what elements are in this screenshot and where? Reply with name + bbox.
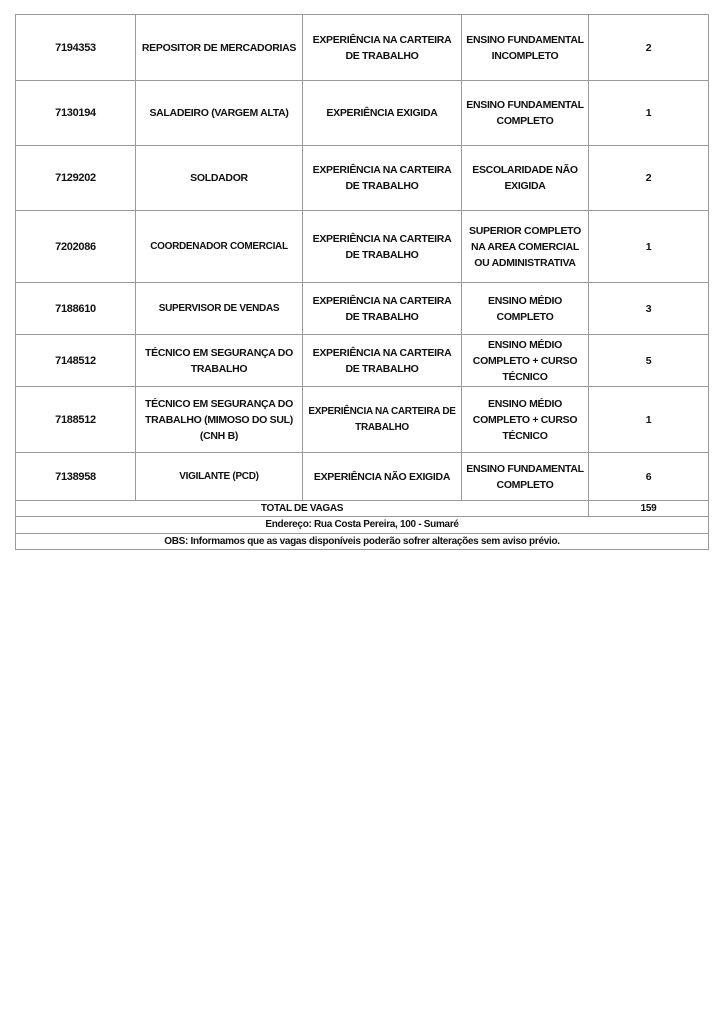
table-row — [16, 387, 709, 453]
cell-education: ENSINO MÉDIO COMPLETO + CURSO TÉCNICO — [462, 387, 589, 453]
cell-vacancies: 3 — [589, 283, 709, 335]
cell-role: SOLDADOR — [136, 146, 303, 211]
cell-experience: EXPERIÊNCIA EXIGIDA — [303, 81, 462, 146]
obs-row — [16, 534, 709, 550]
cell-vacancies: 2 — [589, 15, 709, 81]
cell-experience: EXPERIÊNCIA NA CARTEIRA DE TRABALHO — [303, 335, 462, 387]
cell-education: SUPERIOR COMPLETO NA AREA COMERCIAL OU ADMINISTRATIVA — [462, 211, 589, 283]
cell-vacancies: 2 — [589, 146, 709, 211]
table-row — [16, 283, 709, 335]
cell-education: ENSINO MÉDIO COMPLETO — [462, 283, 589, 335]
cell-code: 7129202 — [16, 146, 136, 211]
cell-code: 7202086 — [16, 211, 136, 283]
cell-experience: EXPERIÊNCIA NÃO EXIGIDA — [303, 453, 462, 501]
cell-education: ESCOLARIDADE NÃO EXIGIDA — [462, 146, 589, 211]
cell-role: TÉCNICO EM SEGURANÇA DO TRABALHO (MIMOSO DO SUL) (CNH B) — [136, 387, 303, 453]
cell-role: SUPERVISOR DE VENDAS — [136, 283, 303, 335]
table-row — [16, 211, 709, 283]
cell-role: VIGILANTE (PCD) — [136, 453, 303, 501]
cell-education: ENSINO FUNDAMENTAL INCOMPLETO — [462, 15, 589, 81]
cell-role: SALADEIRO (VARGEM ALTA) — [136, 81, 303, 146]
table-row — [16, 15, 709, 81]
obs-text: OBS: Informamos que as vagas disponíveis poderão sofrer alterações sem aviso prévio. — [16, 534, 709, 550]
cell-role: COORDENADOR COMERCIAL — [136, 211, 303, 283]
table-row — [16, 81, 709, 146]
cell-code: 7194353 — [16, 15, 136, 81]
cell-role: REPOSITOR DE MERCADORIAS — [136, 15, 303, 81]
cell-vacancies: 5 — [589, 335, 709, 387]
cell-vacancies: 6 — [589, 453, 709, 501]
cell-education: ENSINO FUNDAMENTAL COMPLETO — [462, 81, 589, 146]
cell-experience: EXPERIÊNCIA NA CARTEIRA DE TRABALHO — [303, 283, 462, 335]
table-body — [16, 15, 709, 501]
table-row — [16, 146, 709, 211]
cell-code: 7138958 — [16, 453, 136, 501]
cell-role: TÉCNICO EM SEGURANÇA DO TRABALHO — [136, 335, 303, 387]
cell-code: 7188610 — [16, 283, 136, 335]
total-value: 159 — [589, 501, 709, 517]
cell-vacancies: 1 — [589, 211, 709, 283]
cell-education: ENSINO MÉDIO COMPLETO + CURSO TÉCNICO — [462, 335, 589, 387]
cell-code: 7188512 — [16, 387, 136, 453]
cell-experience: EXPERIÊNCIA NA CARTEIRA DE TRABALHO — [303, 387, 462, 453]
cell-experience: EXPERIÊNCIA NA CARTEIRA DE TRABALHO — [303, 211, 462, 283]
cell-education: ENSINO FUNDAMENTAL COMPLETO — [462, 453, 589, 501]
job-vacancies-table — [15, 14, 709, 550]
cell-vacancies: 1 — [589, 387, 709, 453]
total-label: TOTAL DE VAGAS — [16, 501, 589, 517]
total-row — [16, 501, 709, 517]
cell-experience: EXPERIÊNCIA NA CARTEIRA DE TRABALHO — [303, 146, 462, 211]
cell-code: 7130194 — [16, 81, 136, 146]
table-row — [16, 453, 709, 501]
address-text: Endereço: Rua Costa Pereira, 100 - Sumaré — [16, 517, 709, 534]
table-row — [16, 335, 709, 387]
cell-code: 7148512 — [16, 335, 136, 387]
cell-experience: EXPERIÊNCIA NA CARTEIRA DE TRABALHO — [303, 15, 462, 81]
address-row — [16, 517, 709, 534]
cell-vacancies: 1 — [589, 81, 709, 146]
